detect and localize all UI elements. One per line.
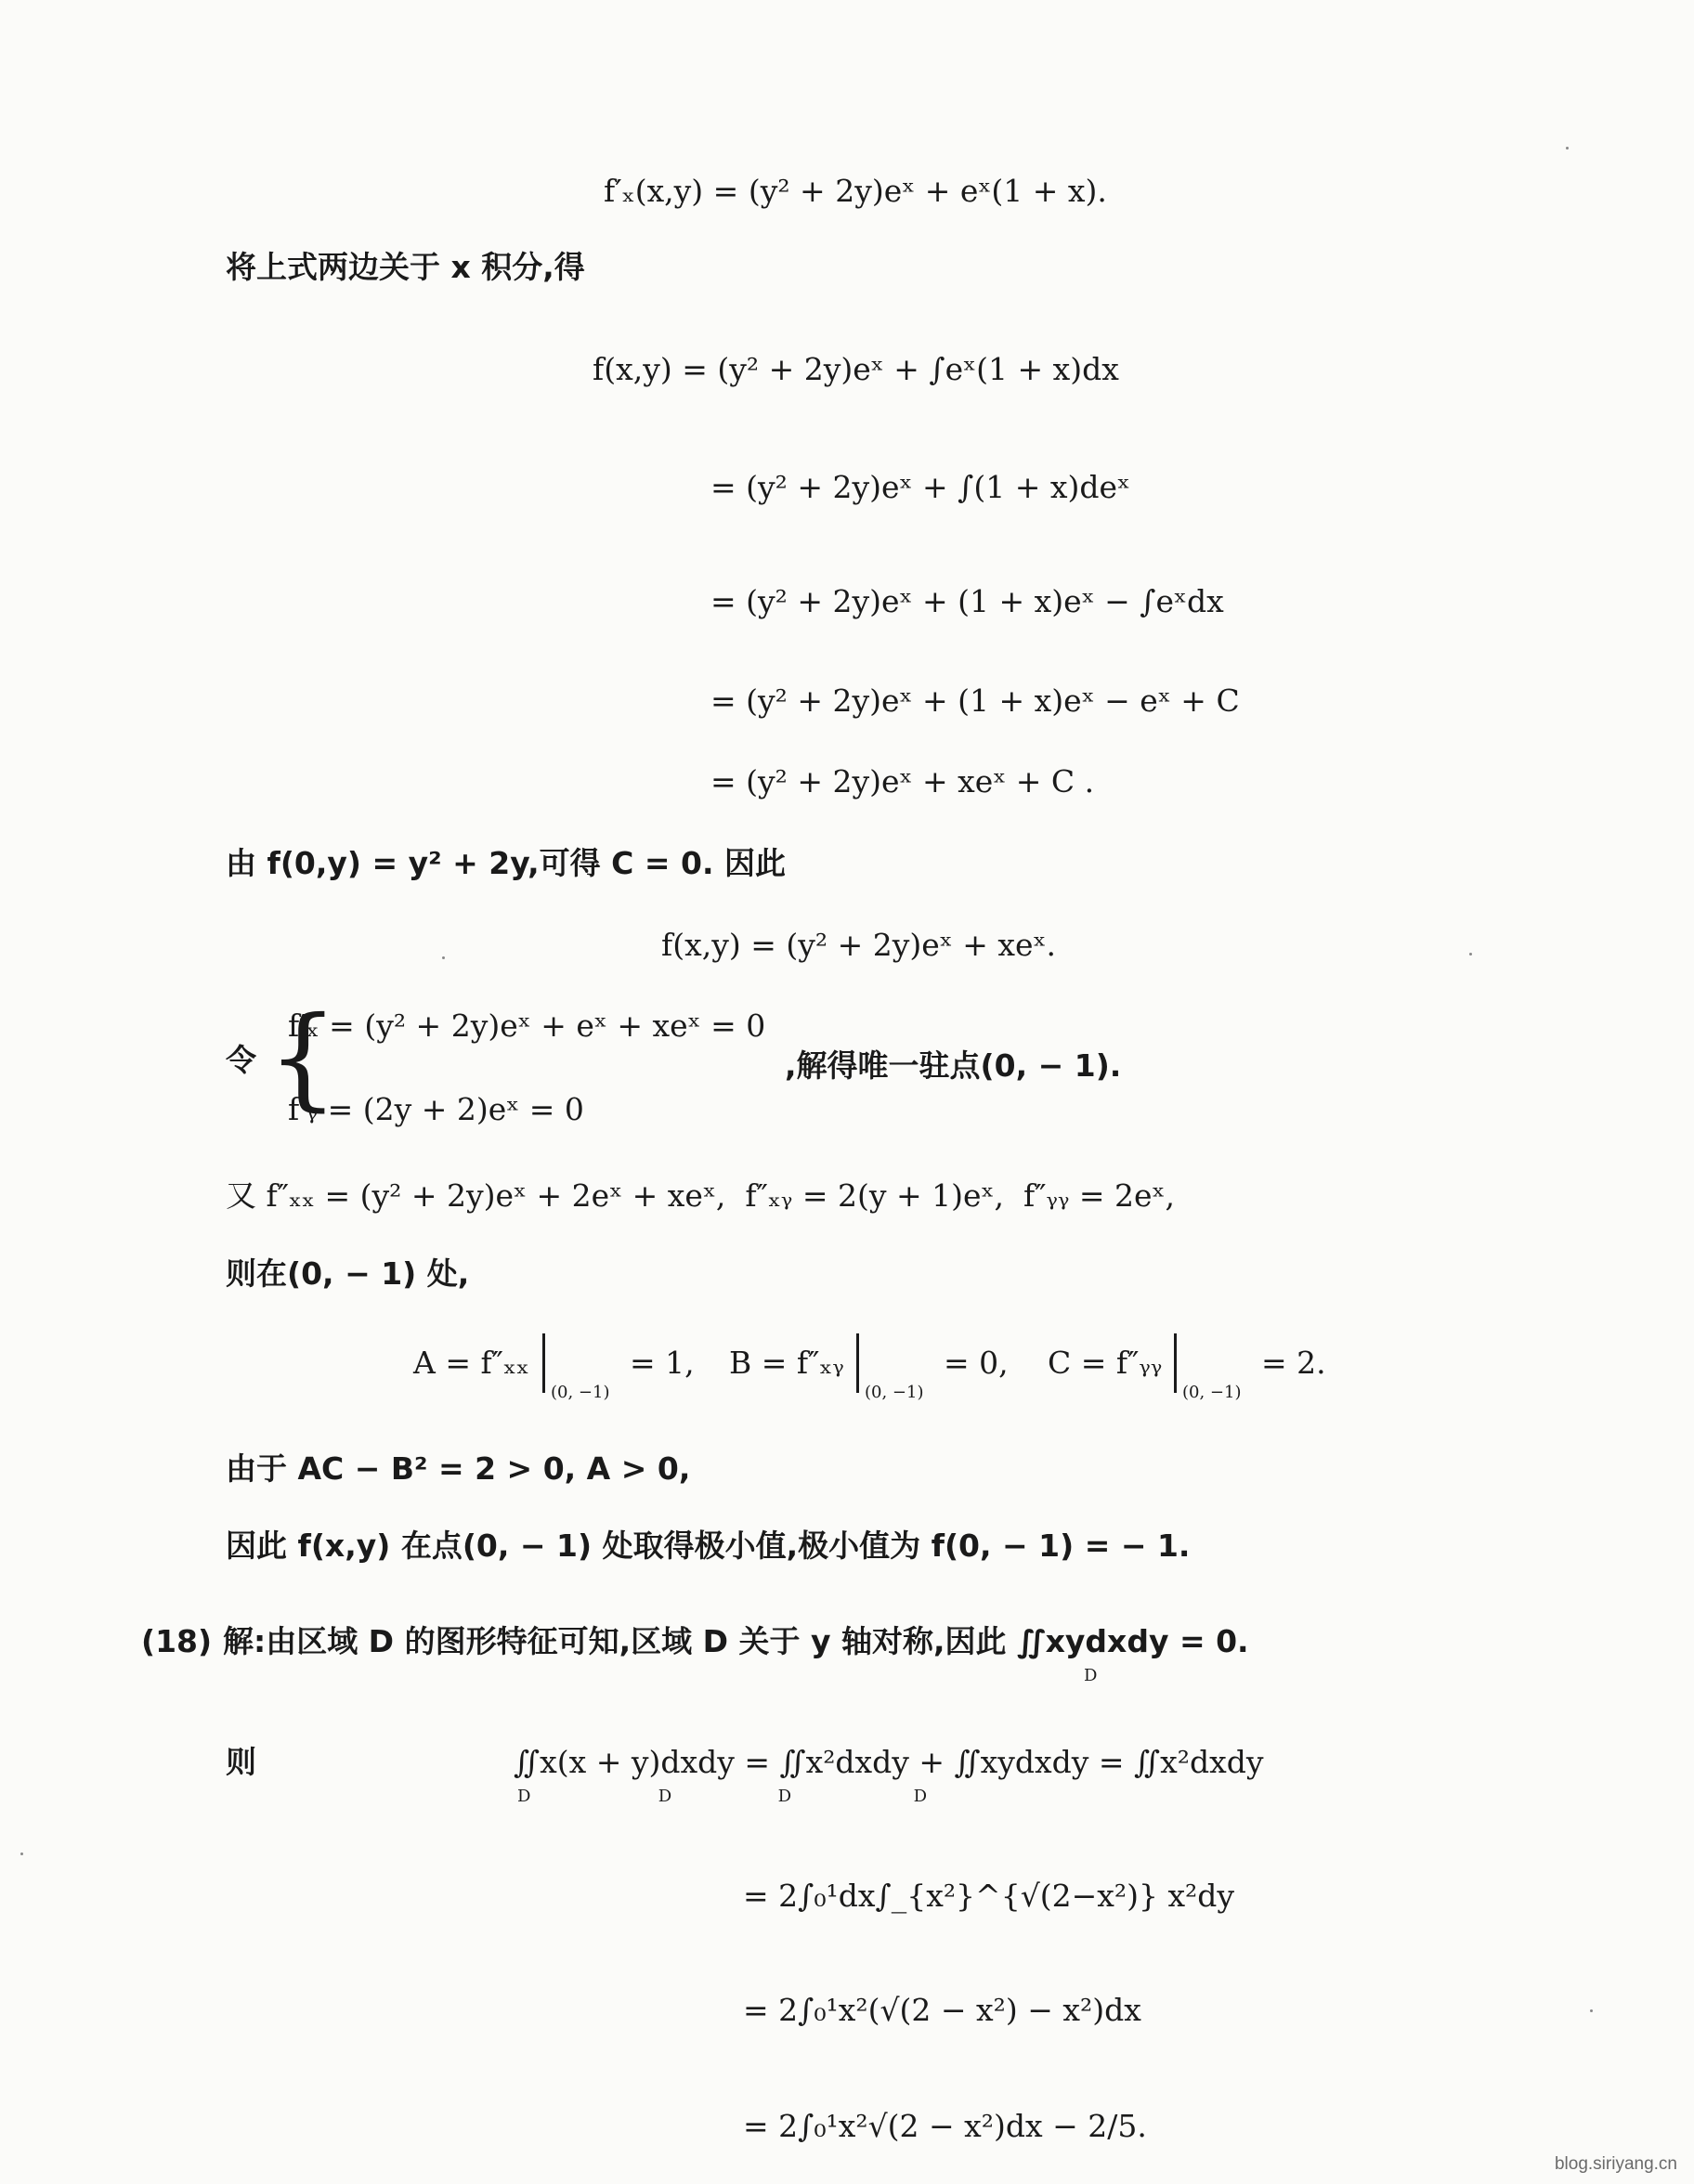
equation-step-2: = (y² + 2y)eˣ + ∫(1 + x)deˣ (710, 469, 1130, 505)
scan-speck (1566, 147, 1569, 150)
equation-single-integral: = 2∫₀¹x²(√(2 − x²) − x²)dx (743, 1992, 1141, 2028)
value-c-result: = 2. (1261, 1345, 1326, 1381)
question-18-intro: 解:由区域 D 的图形特征可知,区域 D 关于 y 轴对称,因此 ∬xydxdy = 0. (223, 1623, 1249, 1659)
system-label: 令 (226, 1042, 256, 1078)
eval-point-c: (0, −1) (1182, 1383, 1242, 1402)
question-18-label: (18) (141, 1623, 213, 1659)
text-at-point: 则在(0, − 1) 处, (226, 1255, 470, 1292)
equation-f-result: f(x,y) = (y² + 2y)eˣ + xeˣ. (661, 927, 1056, 963)
second-derivatives: 又 f″ₓₓ = (y² + 2y)eˣ + 2eˣ + xeˣ, f″ₓᵧ = 2(y + 1)eˣ, f″ᵧᵧ = 2eˣ, (226, 1177, 1176, 1214)
value-b-result: = 0, (944, 1345, 1009, 1381)
text-then: 则 (226, 1744, 256, 1780)
eval-bar-b (856, 1333, 859, 1393)
text-discriminant: 由于 AC − B² = 2 > 0, A > 0, (226, 1450, 691, 1487)
eval-bar-a (542, 1333, 545, 1393)
system-result: ,解得唯一驻点(0, − 1). (785, 1047, 1122, 1084)
system-equation-1: f′ₓ = (y² + 2y)eˣ + eˣ + xeˣ = 0 (288, 1008, 766, 1044)
system-equation-2: f′ᵧ = (2y + 2)eˣ = 0 (288, 1091, 584, 1127)
text-minimum-value: 因此 f(x,y) 在点(0, − 1) 处取得极小值,极小值为 f(0, − 1) = − 1. (226, 1528, 1191, 1564)
double-integral-regions: D D D D (517, 1787, 928, 1806)
scan-speck (1469, 953, 1472, 956)
question-18-region-sub: D (1084, 1666, 1098, 1685)
scan-speck (20, 1852, 23, 1855)
value-a-result: = 1, (630, 1345, 695, 1381)
equation-iterated-integral: = 2∫₀¹dx∫_{x²}^{√(2−x²)} x²dy (743, 1878, 1235, 1914)
equation-double-integral: ∬x(x + y)dxdy = ∬x²dxdy + ∬xydxdy = ∬x²dxdy (514, 1744, 1264, 1780)
equation-step-4: = (y² + 2y)eˣ + (1 + x)eˣ − eˣ + C (710, 682, 1240, 719)
equation-f-integral: f(x,y) = (y² + 2y)eˣ + ∫eˣ(1 + x)dx (593, 351, 1119, 387)
equation-step-5: = (y² + 2y)eˣ + xeˣ + C . (710, 763, 1095, 800)
eval-point-a: (0, −1) (551, 1383, 610, 1402)
value-a: A = f″ₓₓ (413, 1345, 529, 1381)
value-b: B = f″ₓᵧ (729, 1345, 844, 1381)
eval-bar-c (1174, 1333, 1177, 1393)
equation-fx-partial: f′ₓ(x,y) = (y² + 2y)eˣ + eˣ(1 + x). (604, 173, 1107, 209)
equation-final-step: = 2∫₀¹x²√(2 − x²)dx − 2/5. (743, 2108, 1147, 2144)
text-integrate-x: 将上式两边关于 x 积分,得 (226, 249, 585, 285)
value-c: C = f″ᵧᵧ (1048, 1345, 1163, 1381)
text-initial-condition: 由 f(0,y) = y² + 2y,可得 C = 0. 因此 (226, 845, 787, 881)
scan-speck (442, 956, 445, 959)
system-brace: { (267, 994, 339, 1123)
equation-step-3: = (y² + 2y)eˣ + (1 + x)eˣ − ∫eˣdx (710, 583, 1224, 619)
watermark: blog.siriyang.cn (1554, 2154, 1677, 2174)
scan-speck (1590, 2009, 1593, 2012)
eval-point-b: (0, −1) (865, 1383, 924, 1402)
